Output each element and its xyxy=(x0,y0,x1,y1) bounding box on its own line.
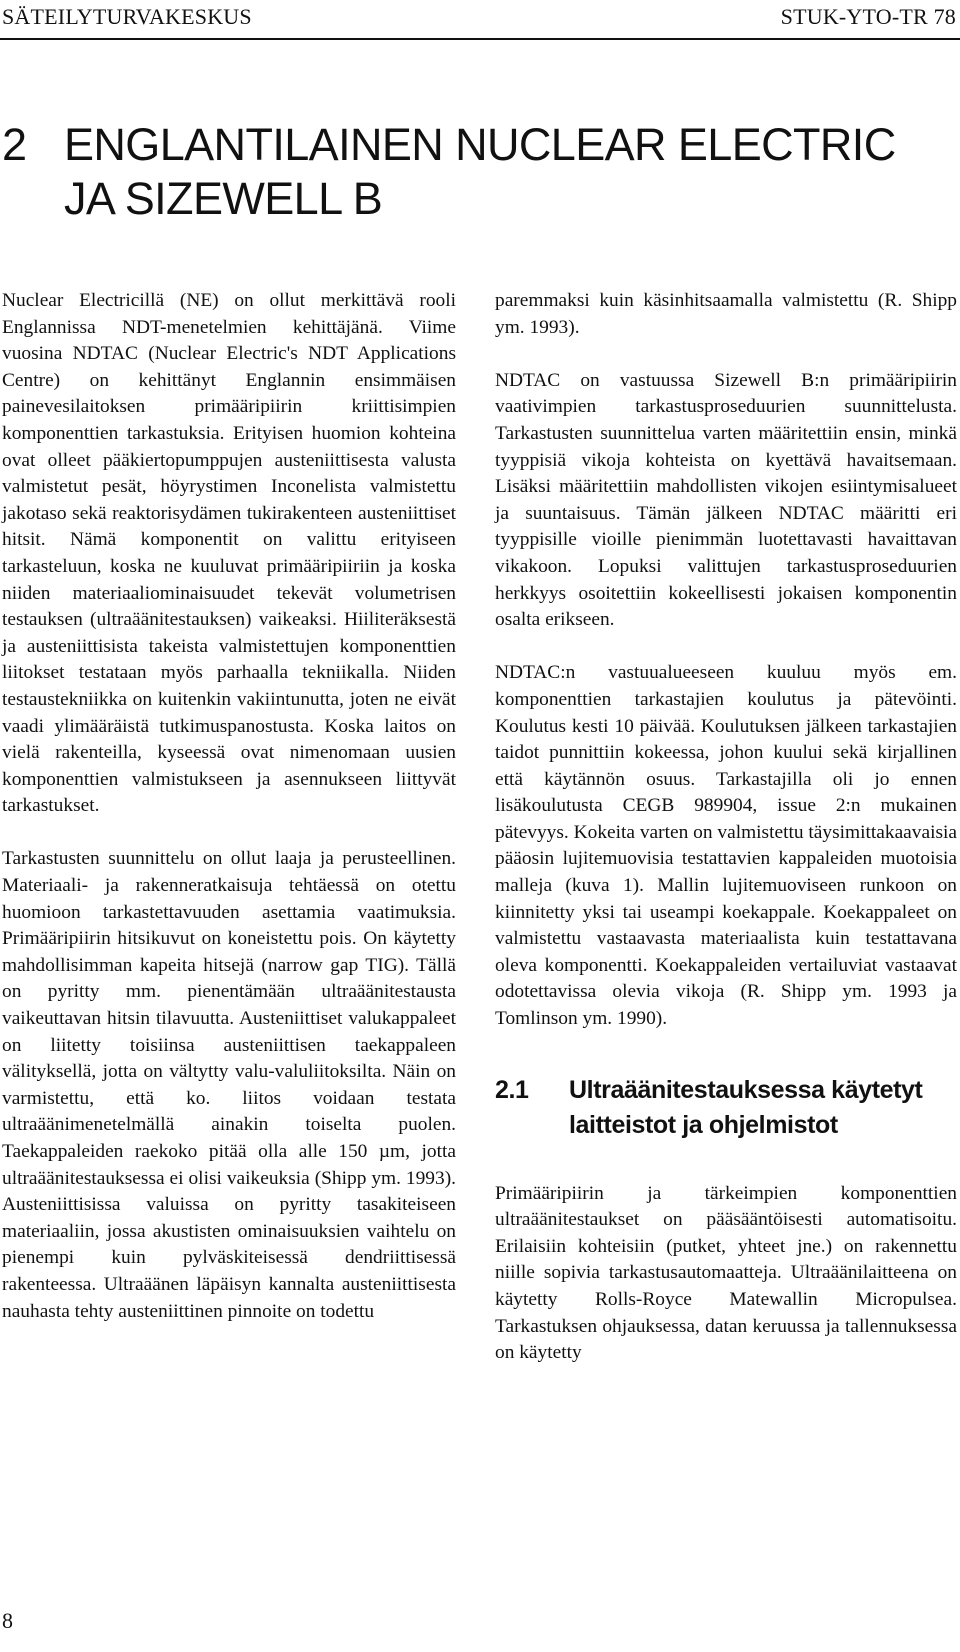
subsection-heading xyxy=(495,1073,957,1143)
running-head-org: SÄTEILYTURVAKESKUS xyxy=(2,4,252,29)
body-paragraph: NDTAC:n vastuualueeseen kuuluu myös em. komponenttien tarkastajien koulutus ja pätevöinti. Koulutus kesti 10 päivää. Koulutuksen jälkeen tarkastajien taidot punnittiin kokeessa, johon kuului sekä kirjallinen että käytännön osuus. Tarkastajilla oli jo ennen lisäkoulutusta CEGB 989904, issue 2:n mukainen pätevyys. Kokeita varten on valmistettu täysimittakaavaisia pääosin lujitemuovisia testattavien kappaleiden muotoisia malleja (kuva 1). Mallin lujitemuoviseen runkoon on kiinnitetty yksi tai useampi koekappale. Koekappaleet on valmistettu vastaavasta materiaalista kuin testattavana oleva komponentti. Koekappaleiden vertailuviat vastaavat odotettavissa olevia vikoja (R. Shipp ym. 1993 ja Tomlinson ym. 1990). xyxy=(495,662,958,1030)
body-paragraph: Nuclear Electricillä (NE) on ollut merkittävä rooli Englannissa NDT-menetelmien kehittäjänä. Viime vuosina NDTAC (Nuclear Electric's NDT Applications Centre) on kehittänyt Englannin ensimmäisen painevesilaitoksen primääripiirin kriittisimpien komponenttien tarkastuksia. Erityisen huomion kohteina ovat olleet pääkiertopumppujen austeniittisesta valusta valmistetut pesät, höyrystimen Inconelista valmistettu jakotaso sekä reaktorisydämen tukirakenteen austeniittiset hitsit. Nämä komponentit on valittu erityiseen tarkasteluun, koska ne kuuluvat primääripiiriin ja koska niiden materiaaliominaisuudet tekevät volumetrisen testauksen (ultraäänitestauksen) vaikeaksi. Hiiliteräksestä ja austeniittisista takeista valmistettujen komponenttien liitokset testataan myös parhaalla tekniikalla. Niiden testaustekniikka on kuitenkin vakiintunutta, joten ne eivät vaadi ylimääräistä tutkimuspanostusta. Koska laitos on vielä rakenteilla, kyseessä ovat nimenomaan uusien komponenttien valmistukseen ja asennukseen liittyvät tarkastukset. xyxy=(2,290,456,817)
header-rule xyxy=(0,38,960,40)
subsection-title: Ultraäänitestauksessa käytetyt laitteistot ja ohjelmistot xyxy=(569,1075,923,1139)
body-paragraph: NDTAC on vastuussa Sizewell B:n primääripiirin vaativimpien tarkastusproseduurien suunnittelusta. Tarkastusten suunnittelua varten määritettiin ensin, minkä tyyppisiä vikoja kohteista on kyettävä havaitsemaan. Lisäksi määritettiin mahdollisten vikojen esiintymisalueet ja suuntaisuus. Tämän jälkeen NDTAC määritti eri tyyppisille vioille pienimmän luotettavasti havaittavan vikakoon. Lopuksi valittujen tarkastusproseduurien herkkyys osoitettiin kokeellisesti jokaisen komponentin osalta erikseen. xyxy=(495,369,957,631)
page-number: 8 xyxy=(2,1608,13,1633)
left-column xyxy=(2,288,456,1325)
chapter-title xyxy=(2,118,942,226)
chapter-number: 2 xyxy=(2,119,27,170)
chapter-title-line1: ENGLANTILAINEN NUCLEAR ELECTRIC xyxy=(64,119,896,170)
chapter-title-line2: JA SIZEWELL B xyxy=(64,173,383,224)
running-head xyxy=(0,4,958,32)
running-head-report-id: STUK-YTO-TR 78 xyxy=(780,4,956,29)
body-paragraph: Tarkastusten suunnittelu on ollut laaja ja perusteellinen. Materiaali- ja rakenneratkaisuja tehtäessä on otettu huomioon tarkastettavuuden asettamia vaatimuksia. Primääripiirin hitsikuvut on koneistettu pois. On käytetty mahdollisimman kapeita hitsejä (narrow gap TIG). Tällä on pyritty mm. pienentämään ultraäänitestausta vaikeuttavan hitsin tilavuutta. Austeniittiset valukappaleet on liitetty toisiinsa austeniittisen taekappaleen välityksellä, jotta on vältytty valu-valuliitoksilta. Näin on varmistettu, että ko. liitos voidaan testata ultraäänimenetelmällä ainakin toiselta puolen. Taekappaleiden raekoko pitää olla alle 150 µm, jotta ultraäänitestauksessa ei olisi vaikeuksia (Shipp ym. 1993). Austeniittisissa valuissa on pyritty tasakiteiseen materiaaliin, jossa akustisten ominaisuuksien vaihtelu on pienempi kuin pylväskiteisessä dendriittisessä rakenteessa. Ultraäänen läpäisyn kannalta austeniittisesta nauhasta tehty austeniittinen pinnoite on todettu xyxy=(2,848,456,1322)
right-column xyxy=(495,288,957,1367)
body-paragraph: Primääripiirin ja tärkeimpien komponenttien ultraäänitestaukset on pääsääntöisesti automatisoitu. Erilaisiin kohteisiin (putket, yhteet jne.) on rakennettu niille sopivia tarkastusautomaatteja. Ultraäänilaitteena on käytetty Rolls-Royce Matewallin Micropulsea. Tarkastuksen ohjauksessa, datan keruussa ja tallennuksessa on käytetty xyxy=(495,1182,957,1364)
subsection-number: 2.1 xyxy=(495,1075,529,1104)
body-paragraph: paremmaksi kuin käsinhitsaamalla valmistettu (R. Shipp ym. 1993). xyxy=(495,290,957,338)
